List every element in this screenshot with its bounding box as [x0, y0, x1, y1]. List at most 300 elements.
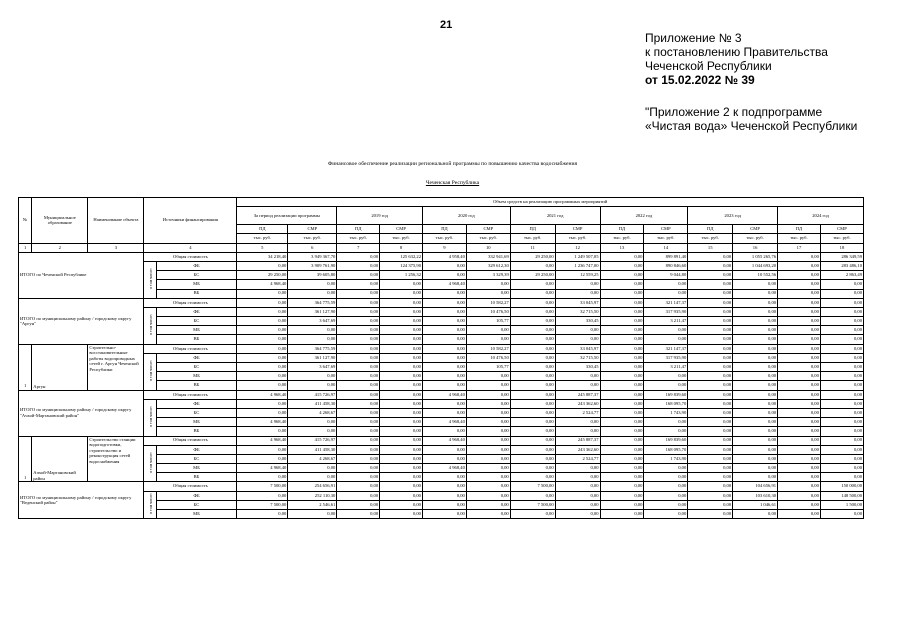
value-cell: 0,00	[778, 326, 821, 335]
value-cell: 0,00	[778, 307, 821, 316]
value-cell: 169 839,60	[644, 436, 688, 445]
value-cell: 0,00	[337, 372, 380, 381]
value-cell: 0,00	[688, 271, 733, 280]
value-cell: 0,00	[644, 464, 688, 473]
value-cell: 0,00	[820, 372, 863, 381]
source-label: БС	[156, 454, 237, 463]
value-cell: 0,00	[422, 491, 466, 500]
financing-table	[18, 197, 864, 519]
col-pd-header: ПД	[237, 225, 288, 234]
value-cell: 1 236 747,00	[555, 261, 600, 270]
value-cell: 0,00	[600, 408, 644, 417]
region-name: Чеченская Республика	[425, 180, 480, 186]
value-cell: 0,00	[820, 363, 863, 372]
value-cell: 0,00	[380, 317, 423, 326]
col-pd-header: ПД	[600, 225, 644, 234]
value-cell: 0,00	[820, 399, 863, 408]
value-cell: 0,00	[555, 510, 600, 519]
value-cell: 0,00	[688, 473, 733, 482]
table-row	[19, 344, 864, 353]
value-cell: 0,00	[288, 335, 337, 344]
value-cell: 0,00	[778, 344, 821, 353]
value-cell: 0,00	[510, 289, 555, 298]
value-cell: 0,00	[688, 510, 733, 519]
value-cell: 411 458,30	[288, 399, 337, 408]
value-cell: 0,00	[337, 280, 380, 289]
col-number: 12	[555, 243, 600, 252]
value-cell: 890 846,60	[644, 261, 688, 270]
value-cell: 9 044,80	[644, 271, 688, 280]
value-cell: 0,00	[422, 363, 466, 372]
col-unit: тыс. руб.	[237, 234, 288, 243]
value-cell: 0,00	[555, 491, 600, 500]
value-cell: 329 612,30	[466, 261, 510, 270]
value-cell: 0,00	[380, 280, 423, 289]
value-cell: 0,00	[466, 326, 510, 335]
value-cell: 0,00	[422, 445, 466, 454]
value-cell: 0,00	[337, 445, 380, 454]
col-pd-header: ПД	[688, 225, 733, 234]
value-cell: 0,00	[380, 335, 423, 344]
value-cell: 125 632,22	[380, 252, 423, 261]
value-cell: 0,00	[600, 418, 644, 427]
total-cost-label: Общая стоимость	[144, 390, 237, 399]
value-cell: 0,00	[644, 280, 688, 289]
value-cell: 0,00	[237, 408, 288, 417]
col-number: 16	[733, 243, 778, 252]
value-cell: 0,00	[337, 326, 380, 335]
value-cell: 0,00	[778, 500, 821, 509]
appendix-line-6: «Чистая вода» Чеченской Республики	[645, 119, 858, 133]
value-cell: 10 552,56	[733, 271, 778, 280]
value-cell: 0,00	[288, 326, 337, 335]
value-cell: 1 743,90	[644, 454, 688, 463]
value-cell: 0,00	[237, 510, 288, 519]
page-number: 21	[440, 19, 453, 31]
value-cell: 0,00	[778, 390, 821, 399]
value-cell: 0,00	[510, 363, 555, 372]
col-number: 6	[288, 243, 337, 252]
value-cell: 0,00	[237, 363, 288, 372]
value-cell: 0,00	[380, 482, 423, 491]
value-cell: 4 268,67	[288, 454, 337, 463]
value-cell: 0,00	[510, 280, 555, 289]
col-pd-header: ПД	[422, 225, 466, 234]
value-cell: 7 500,00	[237, 482, 288, 491]
value-cell: 0,00	[337, 491, 380, 500]
col-unit: тыс. руб.	[820, 234, 863, 243]
value-cell: 0,00	[778, 261, 821, 270]
col-volume: Объем средств на реализацию программных мероприятий	[237, 198, 864, 207]
value-cell: 0,00	[337, 482, 380, 491]
value-cell: 0,00	[288, 464, 337, 473]
value-cell: 0,00	[555, 372, 600, 381]
value-cell: 0,00	[733, 510, 778, 519]
value-cell: 3 329,39	[466, 271, 510, 280]
total-cost-label: Общая стоимость	[144, 482, 237, 491]
value-cell: 0,00	[555, 381, 600, 390]
value-cell: 321 147,37	[644, 298, 688, 307]
value-cell: 0,00	[600, 326, 644, 335]
value-cell: 0,00	[337, 390, 380, 399]
value-cell: 0,00	[733, 344, 778, 353]
value-cell: 103 610,30	[733, 491, 778, 500]
value-cell: 4 268,67	[288, 408, 337, 417]
value-cell: 0,00	[380, 289, 423, 298]
value-cell: 0,00	[380, 326, 423, 335]
value-cell: 0,00	[733, 353, 778, 362]
value-cell: 0,00	[237, 261, 288, 270]
value-cell: 0,00	[733, 335, 778, 344]
value-cell: 0,00	[422, 344, 466, 353]
value-cell: 169 839,60	[644, 390, 688, 399]
value-cell: 0,00	[466, 372, 510, 381]
doc-title: Финансовое обеспечение реализации региональной программы по повышению качества водоснабжения	[327, 161, 578, 167]
value-cell: 0,00	[288, 381, 337, 390]
value-cell: 1 249 507,05	[555, 252, 600, 261]
value-cell: 317 935,90	[644, 353, 688, 362]
value-cell: 0,00	[510, 353, 555, 362]
col-number: 3	[88, 243, 144, 252]
value-cell: 4 968,40	[237, 280, 288, 289]
table-row	[19, 399, 864, 408]
value-cell: 0,00	[733, 317, 778, 326]
col-source: Источники финансирования	[144, 198, 237, 244]
value-cell: 317 935,90	[644, 307, 688, 316]
value-cell: 0,00	[778, 363, 821, 372]
value-cell: 0,00	[820, 510, 863, 519]
incl-label-text: в том числе:	[147, 314, 153, 336]
value-cell: 0,00	[555, 418, 600, 427]
value-cell: 0,00	[337, 464, 380, 473]
source-label: БС	[156, 271, 237, 280]
value-cell: 321 147,37	[644, 344, 688, 353]
value-cell: 0,00	[380, 372, 423, 381]
value-cell: 1 044 693,20	[733, 261, 778, 270]
value-cell: 0,00	[733, 427, 778, 436]
value-cell: 0,00	[422, 353, 466, 362]
value-cell: 0,00	[733, 408, 778, 417]
value-cell: 1 046,61	[733, 500, 778, 509]
value-cell: 3 909 761,90	[288, 261, 337, 270]
value-cell: 33 045,97	[555, 344, 600, 353]
value-cell: 0,00	[820, 289, 863, 298]
col-smr-header: СМР	[288, 225, 337, 234]
value-cell: 0,00	[688, 390, 733, 399]
value-cell: 0,00	[688, 445, 733, 454]
value-cell: 0,00	[778, 289, 821, 298]
value-cell: 0,00	[422, 317, 466, 326]
value-cell: 0,00	[466, 408, 510, 417]
value-cell: 0,00	[820, 381, 863, 390]
value-cell: 0,00	[510, 261, 555, 270]
value-cell: 0,00	[422, 381, 466, 390]
value-cell: 104 656,91	[733, 482, 778, 491]
value-cell: 0,00	[644, 510, 688, 519]
value-cell: 0,00	[510, 298, 555, 307]
value-cell: 0,00	[600, 445, 644, 454]
value-cell: 0,00	[288, 372, 337, 381]
value-cell: 0,00	[510, 399, 555, 408]
source-label: МБ	[156, 510, 237, 519]
value-cell: 0,00	[510, 335, 555, 344]
value-cell: 0,00	[337, 307, 380, 316]
col-unit: тыс. руб.	[644, 234, 688, 243]
col-number: 18	[820, 243, 863, 252]
value-cell: 0,00	[422, 454, 466, 463]
value-cell: 0,00	[380, 464, 423, 473]
value-cell: 0,00	[337, 344, 380, 353]
value-cell: 0,00	[600, 298, 644, 307]
value-cell: 4 968,40	[422, 464, 466, 473]
col-number: 5	[237, 243, 288, 252]
value-cell: 0,00	[644, 372, 688, 381]
value-cell: 0,00	[820, 317, 863, 326]
value-cell: 10 582,27	[466, 344, 510, 353]
value-cell: 0,00	[778, 271, 821, 280]
value-cell: 0,00	[733, 298, 778, 307]
incl-label-text: в том числе:	[147, 451, 153, 473]
object-number: 1	[19, 344, 32, 390]
value-cell: 1 055 265,76	[733, 252, 778, 261]
value-cell: 3 647,69	[288, 317, 337, 326]
value-cell: 0,00	[337, 500, 380, 509]
value-cell: 0,00	[778, 464, 821, 473]
value-cell: 0,00	[688, 436, 733, 445]
table-body	[19, 252, 864, 518]
value-cell: 0,00	[600, 482, 644, 491]
value-cell: 0,00	[778, 399, 821, 408]
value-cell: 0,00	[337, 317, 380, 326]
value-cell: 0,00	[237, 353, 288, 362]
source-label: МБ	[156, 326, 237, 335]
value-cell: 0,00	[510, 445, 555, 454]
value-cell: 0,00	[422, 335, 466, 344]
value-cell: 0,00	[820, 307, 863, 316]
value-cell: 4 968,40	[237, 390, 288, 399]
col-smr-header: СМР	[820, 225, 863, 234]
source-label: МБ	[156, 280, 237, 289]
value-cell: 0,00	[422, 289, 466, 298]
value-cell: 4 968,40	[422, 436, 466, 445]
value-cell: 0,00	[688, 464, 733, 473]
value-cell: 4 968,40	[422, 280, 466, 289]
value-cell: 0,00	[600, 289, 644, 298]
value-cell: 0,00	[733, 473, 778, 482]
col-smr-header: СМР	[380, 225, 423, 234]
col-number: 7	[337, 243, 380, 252]
incl-label	[144, 307, 156, 344]
col-number: 4	[144, 243, 237, 252]
value-cell: 0,00	[688, 408, 733, 417]
value-cell: 0,00	[380, 427, 423, 436]
value-cell: 0,00	[422, 261, 466, 270]
value-cell: 0,00	[466, 510, 510, 519]
value-cell: 0,00	[600, 335, 644, 344]
value-cell: 0,00	[600, 363, 644, 372]
value-cell: 32 715,50	[555, 353, 600, 362]
value-cell: 0,00	[644, 482, 688, 491]
value-cell: 330,45	[555, 363, 600, 372]
value-cell: 0,00	[820, 454, 863, 463]
value-cell: 330,45	[555, 317, 600, 326]
value-cell: 32 715,50	[555, 307, 600, 316]
value-cell: 0,00	[337, 454, 380, 463]
col-year-2022: 2022 год	[600, 207, 688, 225]
table-header	[19, 198, 864, 253]
col-unit: тыс. руб.	[466, 234, 510, 243]
value-cell: 3 949 367,70	[288, 252, 337, 261]
value-cell: 0,00	[466, 427, 510, 436]
value-cell: 105,77	[466, 363, 510, 372]
value-cell: 0,00	[466, 436, 510, 445]
value-cell: 0,00	[422, 473, 466, 482]
value-cell: 0,00	[733, 436, 778, 445]
object-municipality: Ачхой-Мартановский район	[32, 436, 88, 482]
value-cell: 4 968,40	[237, 436, 288, 445]
appendix-date: от 15.02.2022 № 39	[645, 73, 755, 87]
value-cell: 0,00	[778, 491, 821, 500]
value-cell: 0,00	[600, 436, 644, 445]
value-cell: 0,00	[422, 408, 466, 417]
value-cell: 34 218,40	[237, 252, 288, 261]
value-cell: 0,00	[510, 427, 555, 436]
value-cell: 168 095,70	[644, 399, 688, 408]
value-cell: 0,00	[237, 381, 288, 390]
value-cell: 0,00	[337, 399, 380, 408]
value-cell: 0,00	[555, 335, 600, 344]
value-cell: 0,00	[237, 317, 288, 326]
value-cell: 0,00	[337, 418, 380, 427]
value-cell: 150 000,00	[820, 482, 863, 491]
col-unit: тыс. руб.	[600, 234, 644, 243]
value-cell: 2 546,61	[288, 500, 337, 509]
value-cell: 0,00	[688, 289, 733, 298]
col-number: 8	[380, 243, 423, 252]
value-cell: 0,00	[288, 418, 337, 427]
value-cell: 252 110,30	[288, 491, 337, 500]
value-cell: 361 127,90	[288, 307, 337, 316]
incl-label	[144, 399, 156, 436]
value-cell: 0,00	[510, 436, 555, 445]
col-year-2020: 2020 год	[422, 207, 510, 225]
value-cell: 0,00	[555, 326, 600, 335]
value-cell: 0,00	[778, 353, 821, 362]
value-cell: 0,00	[644, 326, 688, 335]
value-cell: 1 256,32	[380, 271, 423, 280]
value-cell: 0,00	[380, 298, 423, 307]
value-cell: 0,00	[380, 390, 423, 399]
value-cell: 0,00	[337, 289, 380, 298]
value-cell: 0,00	[510, 408, 555, 417]
value-cell: 0,00	[337, 252, 380, 261]
value-cell: 0,00	[510, 326, 555, 335]
value-cell: 0,00	[688, 491, 733, 500]
value-cell: 0,00	[466, 491, 510, 500]
value-cell: 0,00	[778, 298, 821, 307]
value-cell: 0,00	[380, 363, 423, 372]
value-cell: 0,00	[644, 473, 688, 482]
value-cell: 0,00	[778, 408, 821, 417]
source-label: ВБ	[156, 289, 237, 298]
value-cell: 0,00	[237, 289, 288, 298]
value-cell: 415 726,97	[288, 390, 337, 399]
table-row	[19, 390, 864, 399]
source-label: ФБ	[156, 491, 237, 500]
value-cell: 245 887,37	[555, 390, 600, 399]
total-cost-label: Общая стоимость	[144, 344, 237, 353]
source-label: МБ	[156, 464, 237, 473]
value-cell: 0,00	[237, 427, 288, 436]
value-cell: 29 250,00	[510, 252, 555, 261]
col-unit: тыс. руб.	[733, 234, 778, 243]
value-cell: 0,00	[337, 427, 380, 436]
col-year-2019: 2019 год	[337, 207, 423, 225]
value-cell: 4 968,40	[422, 390, 466, 399]
value-cell: 0,00	[466, 399, 510, 408]
value-cell: 0,00	[820, 280, 863, 289]
value-cell: 0,00	[337, 261, 380, 270]
value-cell: 0,00	[688, 399, 733, 408]
value-cell: 4 968,40	[237, 464, 288, 473]
value-cell: 0,00	[778, 418, 821, 427]
incl-label	[144, 491, 156, 519]
value-cell: 0,00	[510, 473, 555, 482]
value-cell: 2 524,77	[555, 408, 600, 417]
col-municipality: Муниципальное образование	[32, 198, 88, 244]
value-cell: 0,00	[555, 482, 600, 491]
value-cell: 0,00	[380, 399, 423, 408]
value-cell: 0,00	[688, 427, 733, 436]
value-cell: 0,00	[337, 473, 380, 482]
value-cell: 0,00	[380, 418, 423, 427]
source-label: БС	[156, 317, 237, 326]
value-cell: 4 968,40	[237, 418, 288, 427]
col-number: 13	[600, 243, 644, 252]
value-cell: 0,00	[733, 326, 778, 335]
value-cell: 0,00	[644, 491, 688, 500]
value-cell: 415 726,97	[288, 436, 337, 445]
col-pd-header: ПД	[337, 225, 380, 234]
value-cell: 0,00	[688, 353, 733, 362]
table-row	[19, 445, 864, 454]
col-year-2021: 2021 год	[510, 207, 600, 225]
value-cell: 0,00	[600, 280, 644, 289]
value-cell: 0,00	[466, 289, 510, 298]
value-cell: 0,00	[510, 491, 555, 500]
source-label: ФБ	[156, 399, 237, 408]
value-cell: 0,00	[600, 510, 644, 519]
col-number: 15	[688, 243, 733, 252]
value-cell: 0,00	[688, 418, 733, 427]
col-unit: тыс. руб.	[422, 234, 466, 243]
col-number: 11	[510, 243, 555, 252]
value-cell: 29 250,00	[510, 271, 555, 280]
value-cell: 0,00	[337, 510, 380, 519]
col-total-program: За период реализации программы	[237, 207, 337, 225]
value-cell: 361 127,90	[288, 353, 337, 362]
value-cell: 0,00	[644, 427, 688, 436]
value-cell: 0,00	[688, 298, 733, 307]
value-cell: 0,00	[510, 454, 555, 463]
value-cell: 1 743,90	[644, 408, 688, 417]
col-number: 10	[466, 243, 510, 252]
value-cell: 0,00	[688, 317, 733, 326]
source-label: БС	[156, 363, 237, 372]
value-cell: 0,00	[733, 445, 778, 454]
value-cell: 4 958,40	[422, 252, 466, 261]
value-cell: 286 349,59	[820, 252, 863, 261]
